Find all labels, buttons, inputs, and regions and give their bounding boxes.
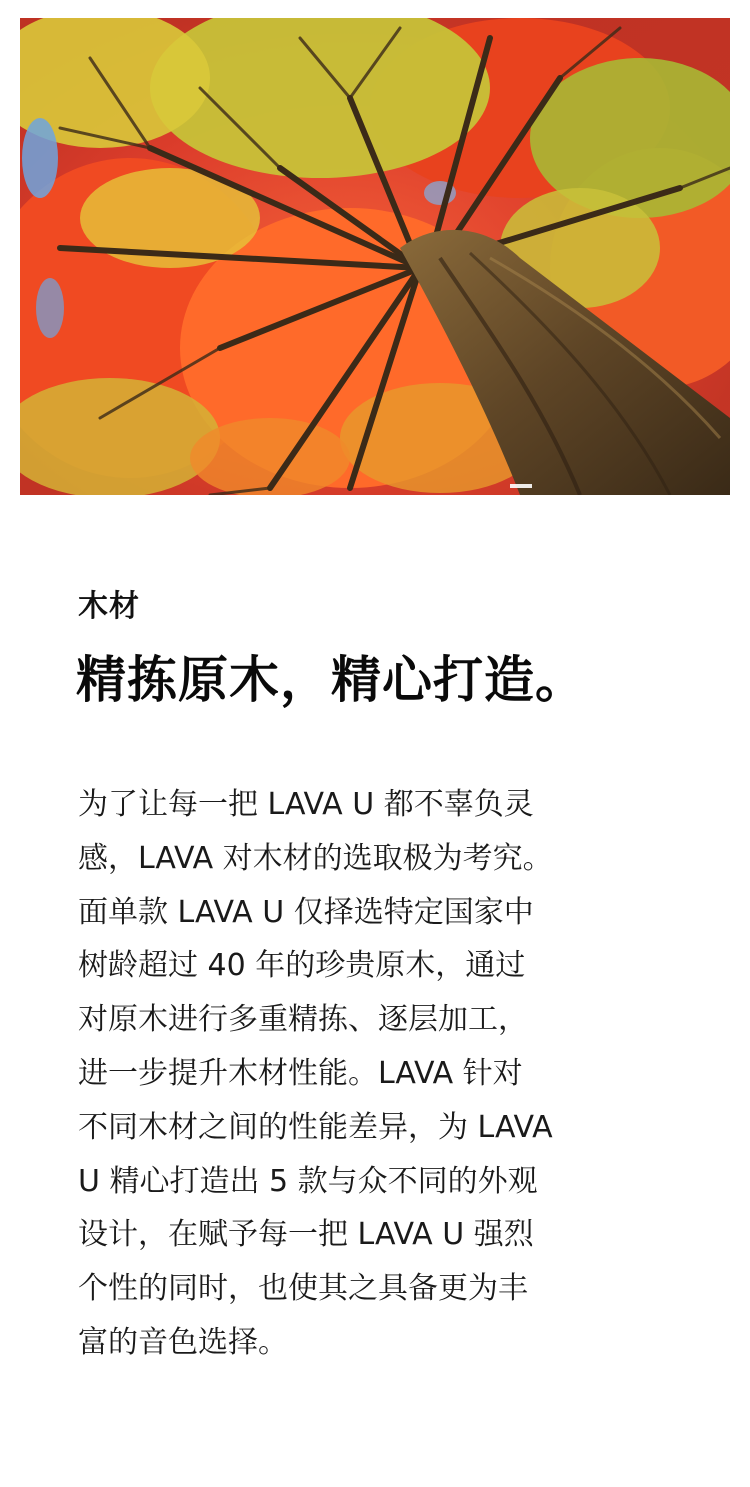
section-headline: 精拣原木，精心打造。: [76, 651, 586, 709]
section-eyebrow: 木材: [78, 589, 140, 624]
body-line: 面单款 LAVA U 仅择选特定国家中: [78, 894, 534, 930]
body-line: 不同木材之间的性能差异，为 LAVA: [78, 1109, 553, 1145]
body-line: 个性的同时，也使其之具备更为丰: [78, 1271, 528, 1307]
body-line: 树龄超过 40 年的珍贵原木，通过: [78, 948, 526, 984]
body-paragraph: [78, 778, 698, 1370]
body-line: 感，LAVA 对木材的选取极为考究。: [78, 840, 553, 876]
body-line: 设计，在赋予每一把 LAVA U 强烈: [78, 1217, 534, 1253]
hero-image: [20, 18, 730, 495]
body-line: 为了让每一把 LAVA U 都不辜负灵: [78, 787, 534, 822]
autumn-tree-photo: [20, 18, 730, 495]
body-line: 对原木进行多重精拣、逐层加工，: [78, 1002, 528, 1038]
body-line: 富的音色选择。: [78, 1324, 288, 1360]
body-line: 进一步提升木材性能。LAVA 针对: [78, 1055, 523, 1091]
body-line: U 精心打造出 5 款与众不同的外观: [78, 1163, 538, 1199]
